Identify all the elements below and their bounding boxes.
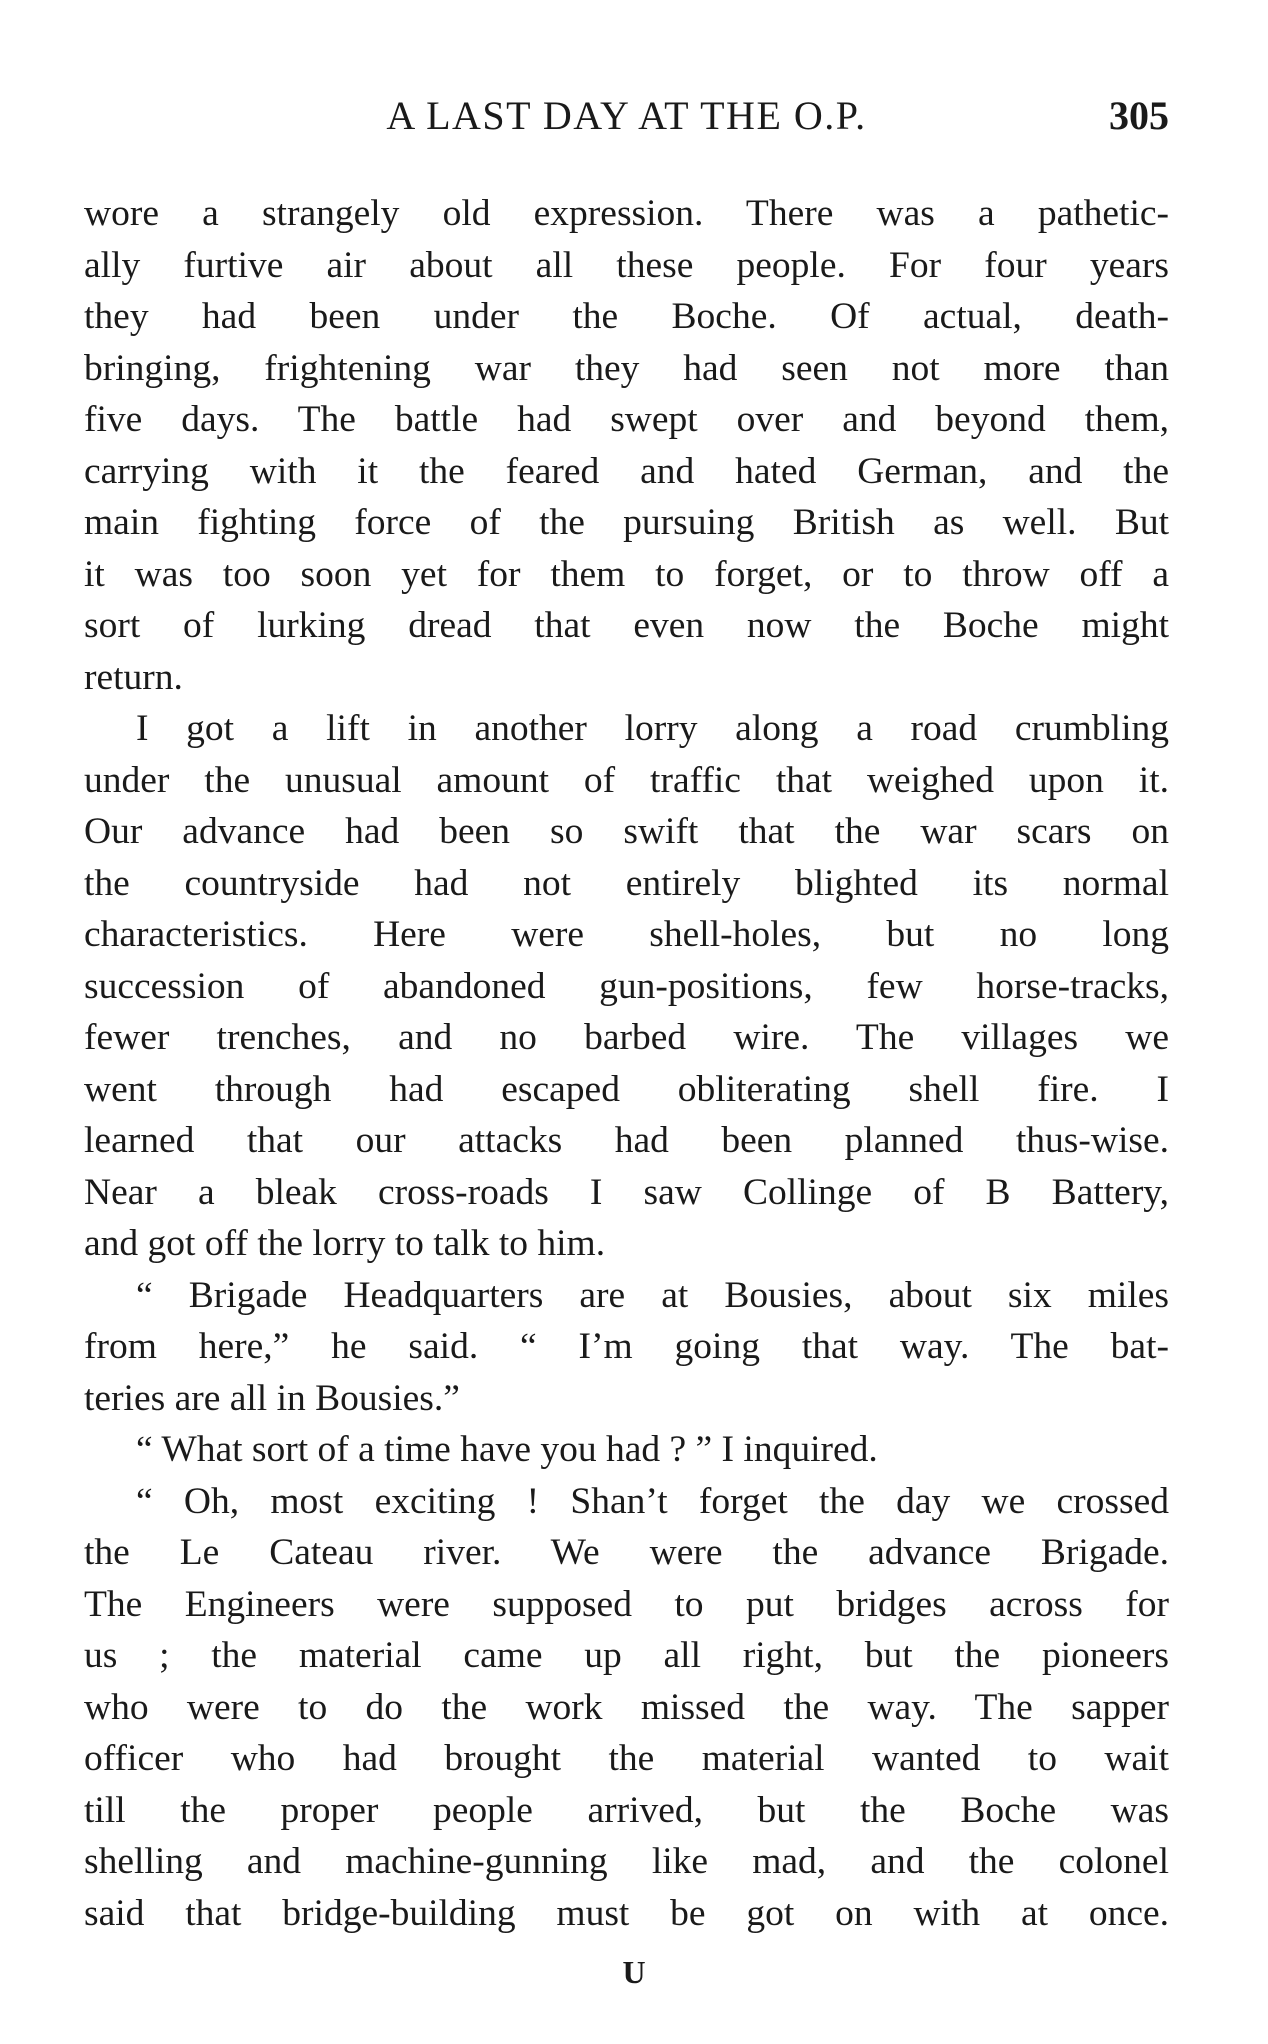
text-line: us ; the material came up all right, but the pioneers bbox=[84, 1635, 1169, 1676]
text-line: ally furtive air about all these people. For four years bbox=[84, 244, 1169, 286]
text-line: wore a strangely old expression. There was a pathetic- bbox=[84, 193, 1169, 234]
text-line: bringing, frightening war they had seen not more than bbox=[84, 347, 1169, 389]
text-line: the countryside had not entirely blighted its normal bbox=[84, 862, 1169, 904]
text-line: five days. The battle had swept over and beyond them, bbox=[84, 399, 1169, 440]
text-line: it was too soon yet for them to forget, or to throw off a bbox=[84, 553, 1169, 595]
text-line: return. bbox=[84, 656, 183, 698]
text-line: said that bridge-building must be got on with at once. bbox=[84, 1892, 1169, 1934]
text-line: from here,” he said. “ I’m going that way. The bat- bbox=[84, 1326, 1169, 1367]
running-title: A LAST DAY AT THE O.P. bbox=[386, 93, 867, 138]
text-line: shelling and machine-gunning like mad, and the colonel bbox=[84, 1841, 1169, 1882]
text-line: Our advance had been so swift that the war scars on bbox=[84, 811, 1169, 852]
running-head bbox=[84, 92, 1169, 152]
text-line: till the proper people arrived, but the Boche was bbox=[84, 1789, 1169, 1831]
text-line: officer who had brought the material wanted to wait bbox=[84, 1738, 1169, 1779]
text-line: main fighting force of the pursuing British as well. But bbox=[84, 502, 1169, 543]
text-line: “ Brigade Headquarters are at Bousies, about six miles bbox=[136, 1274, 1169, 1316]
text-line: and got off the lorry to talk to him. bbox=[84, 1223, 606, 1264]
text-line: The Engineers were supposed to put bridges across for bbox=[84, 1583, 1169, 1625]
page-number: 305 bbox=[1109, 93, 1169, 138]
text-line: Near a bleak cross-roads I saw Collinge of B Battery, bbox=[84, 1171, 1169, 1213]
text-line: characteristics. Here were shell-holes, but no long bbox=[84, 914, 1169, 955]
text-line: “ Oh, most exciting ! Shan’t forget the day we crossed bbox=[136, 1480, 1169, 1522]
text-line: who were to do the work missed the way. The sapper bbox=[84, 1686, 1169, 1728]
text-line: carrying with it the feared and hated German, and the bbox=[84, 450, 1169, 492]
text-line: learned that our attacks had been planned thus-wise. bbox=[84, 1120, 1169, 1161]
text-line: under the unusual amount of traffic that weighed upon it. bbox=[84, 759, 1169, 801]
text-line: the Le Cateau river. We were the advance Brigade. bbox=[84, 1532, 1169, 1573]
text-line: fewer trenches, and no barbed wire. The villages we bbox=[84, 1017, 1169, 1058]
text-line: I got a lift in another lorry along a road crumbling bbox=[136, 708, 1169, 749]
text-line: went through had escaped obliterating shell fire. I bbox=[84, 1068, 1169, 1110]
signature-mark: U bbox=[622, 1954, 646, 1990]
text-line: sort of lurking dread that even now the Boche might bbox=[84, 605, 1169, 646]
text-line: teries are all in Bousies.” bbox=[84, 1377, 460, 1419]
text-line: succession of abandoned gun-positions, few horse-tracks, bbox=[84, 965, 1169, 1007]
text-line: they had been under the Boche. Of actual, death- bbox=[84, 296, 1169, 337]
body-text bbox=[84, 188, 1169, 1939]
text-line: “ What sort of a time have you had ? ” I inquired. bbox=[136, 1429, 878, 1470]
